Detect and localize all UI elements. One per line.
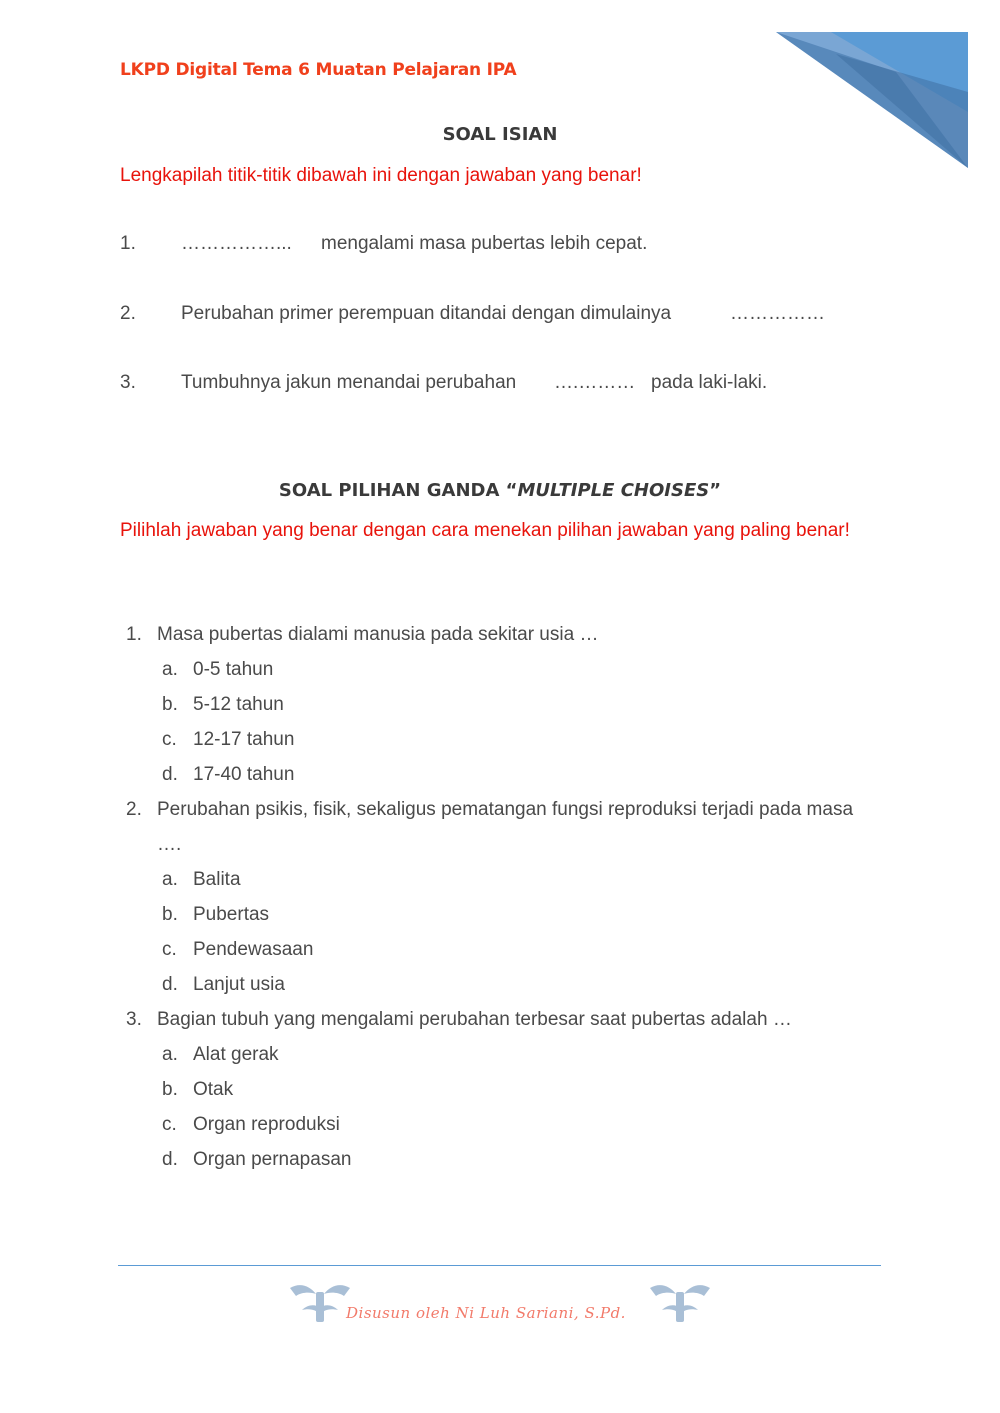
answer-option[interactable] [120,687,880,722]
answer-blank[interactable]: ……………... [181,233,292,254]
pilihan-title-italic: MULTIPLE CHOISES [517,480,710,501]
question-text: Perubahan psikis, fisik, sekaligus pematangan fungsi reproduksi terjadi pada masa …. [157,799,854,855]
question-number: 2. [126,799,142,820]
isian-item-number: 2. [120,303,136,324]
isian-item-suffix: pada laki-laki. [651,372,768,393]
question-text: Bagian tubuh yang mengalami perubahan terbesar saat pubertas adalah … [157,1009,792,1030]
footer-divider [118,1265,881,1266]
header-title: LKPD Digital Tema 6 Muatan Pelajaran IPA [120,60,517,80]
option-letter: b. [162,904,178,925]
pilihan-instruction: Pilihlah jawaban yang benar dengan cara menekan pilihan jawaban yang paling benar! [120,520,850,541]
isian-item-number: 3. [120,372,136,393]
option-letter: a. [162,659,178,680]
isian-item [120,299,880,329]
answer-blank[interactable]: …………… [730,303,825,324]
option-text: Alat gerak [193,1044,279,1065]
answer-option[interactable] [120,897,880,932]
isian-item-text: Perubahan primer perempuan ditandai dengan dimulainya [181,303,672,324]
question-number: 1. [126,624,142,645]
option-text: Pendewasaan [193,939,314,960]
answer-option[interactable] [120,652,880,687]
option-text: 0-5 tahun [193,659,274,680]
answer-option[interactable] [120,932,880,967]
isian-item-text: Tumbuhnya jakun menandai perubahan [181,372,517,393]
option-letter: d. [162,1149,178,1170]
answer-option[interactable] [120,757,880,792]
question [120,792,880,862]
isian-section-title: SOAL ISIAN [442,124,558,145]
answer-option[interactable] [120,1107,880,1142]
isian-item [120,229,880,259]
answer-option[interactable] [120,967,880,1002]
isian-item-number: 1. [120,233,136,254]
pilihan-title-suffix: ” [709,480,722,501]
ornament-icon [288,1280,352,1324]
option-letter: a. [162,869,178,890]
multiple-choice-list [120,617,880,1177]
question [120,617,880,652]
option-text: Otak [193,1079,234,1100]
answer-option[interactable] [120,722,880,757]
corner-decoration [776,32,968,168]
answer-option[interactable] [120,1142,880,1177]
question [120,1002,880,1037]
ornament-icon [648,1280,712,1324]
pilihan-section-title [0,480,1000,501]
option-letter: b. [162,694,178,715]
option-letter: c. [162,939,177,960]
option-letter: a. [162,1044,178,1065]
isian-item [120,368,880,398]
footer-author: Disusun oleh Ni Luh Sariani, S.Pd. [346,1304,626,1322]
answer-option[interactable] [120,1037,880,1072]
question-text: Masa pubertas dialami manusia pada sekitar usia … [157,624,599,645]
option-letter: c. [162,729,177,750]
answer-option[interactable] [120,1072,880,1107]
isian-item-text: mengalami masa pubertas lebih cepat. [321,233,648,254]
option-text: 12-17 tahun [193,729,295,750]
option-text: Pubertas [193,904,270,925]
isian-instruction: Lengkapilah titik-titik dibawah ini dengan jawaban yang benar! [120,165,642,186]
option-text: Organ pernapasan [193,1149,352,1170]
option-letter: d. [162,974,178,995]
option-letter: b. [162,1079,178,1100]
option-text: Organ reproduksi [193,1114,340,1135]
option-text: 17-40 tahun [193,764,295,785]
option-text: Balita [193,869,241,890]
answer-blank[interactable]: ….……… [554,372,636,393]
answer-option[interactable] [120,862,880,897]
option-text: Lanjut usia [193,974,285,995]
question-number: 3. [126,1009,142,1030]
pilihan-title-prefix: SOAL PILIHAN GANDA “ [278,480,518,501]
option-letter: c. [162,1114,177,1135]
option-text: 5-12 tahun [193,694,284,715]
option-letter: d. [162,764,178,785]
